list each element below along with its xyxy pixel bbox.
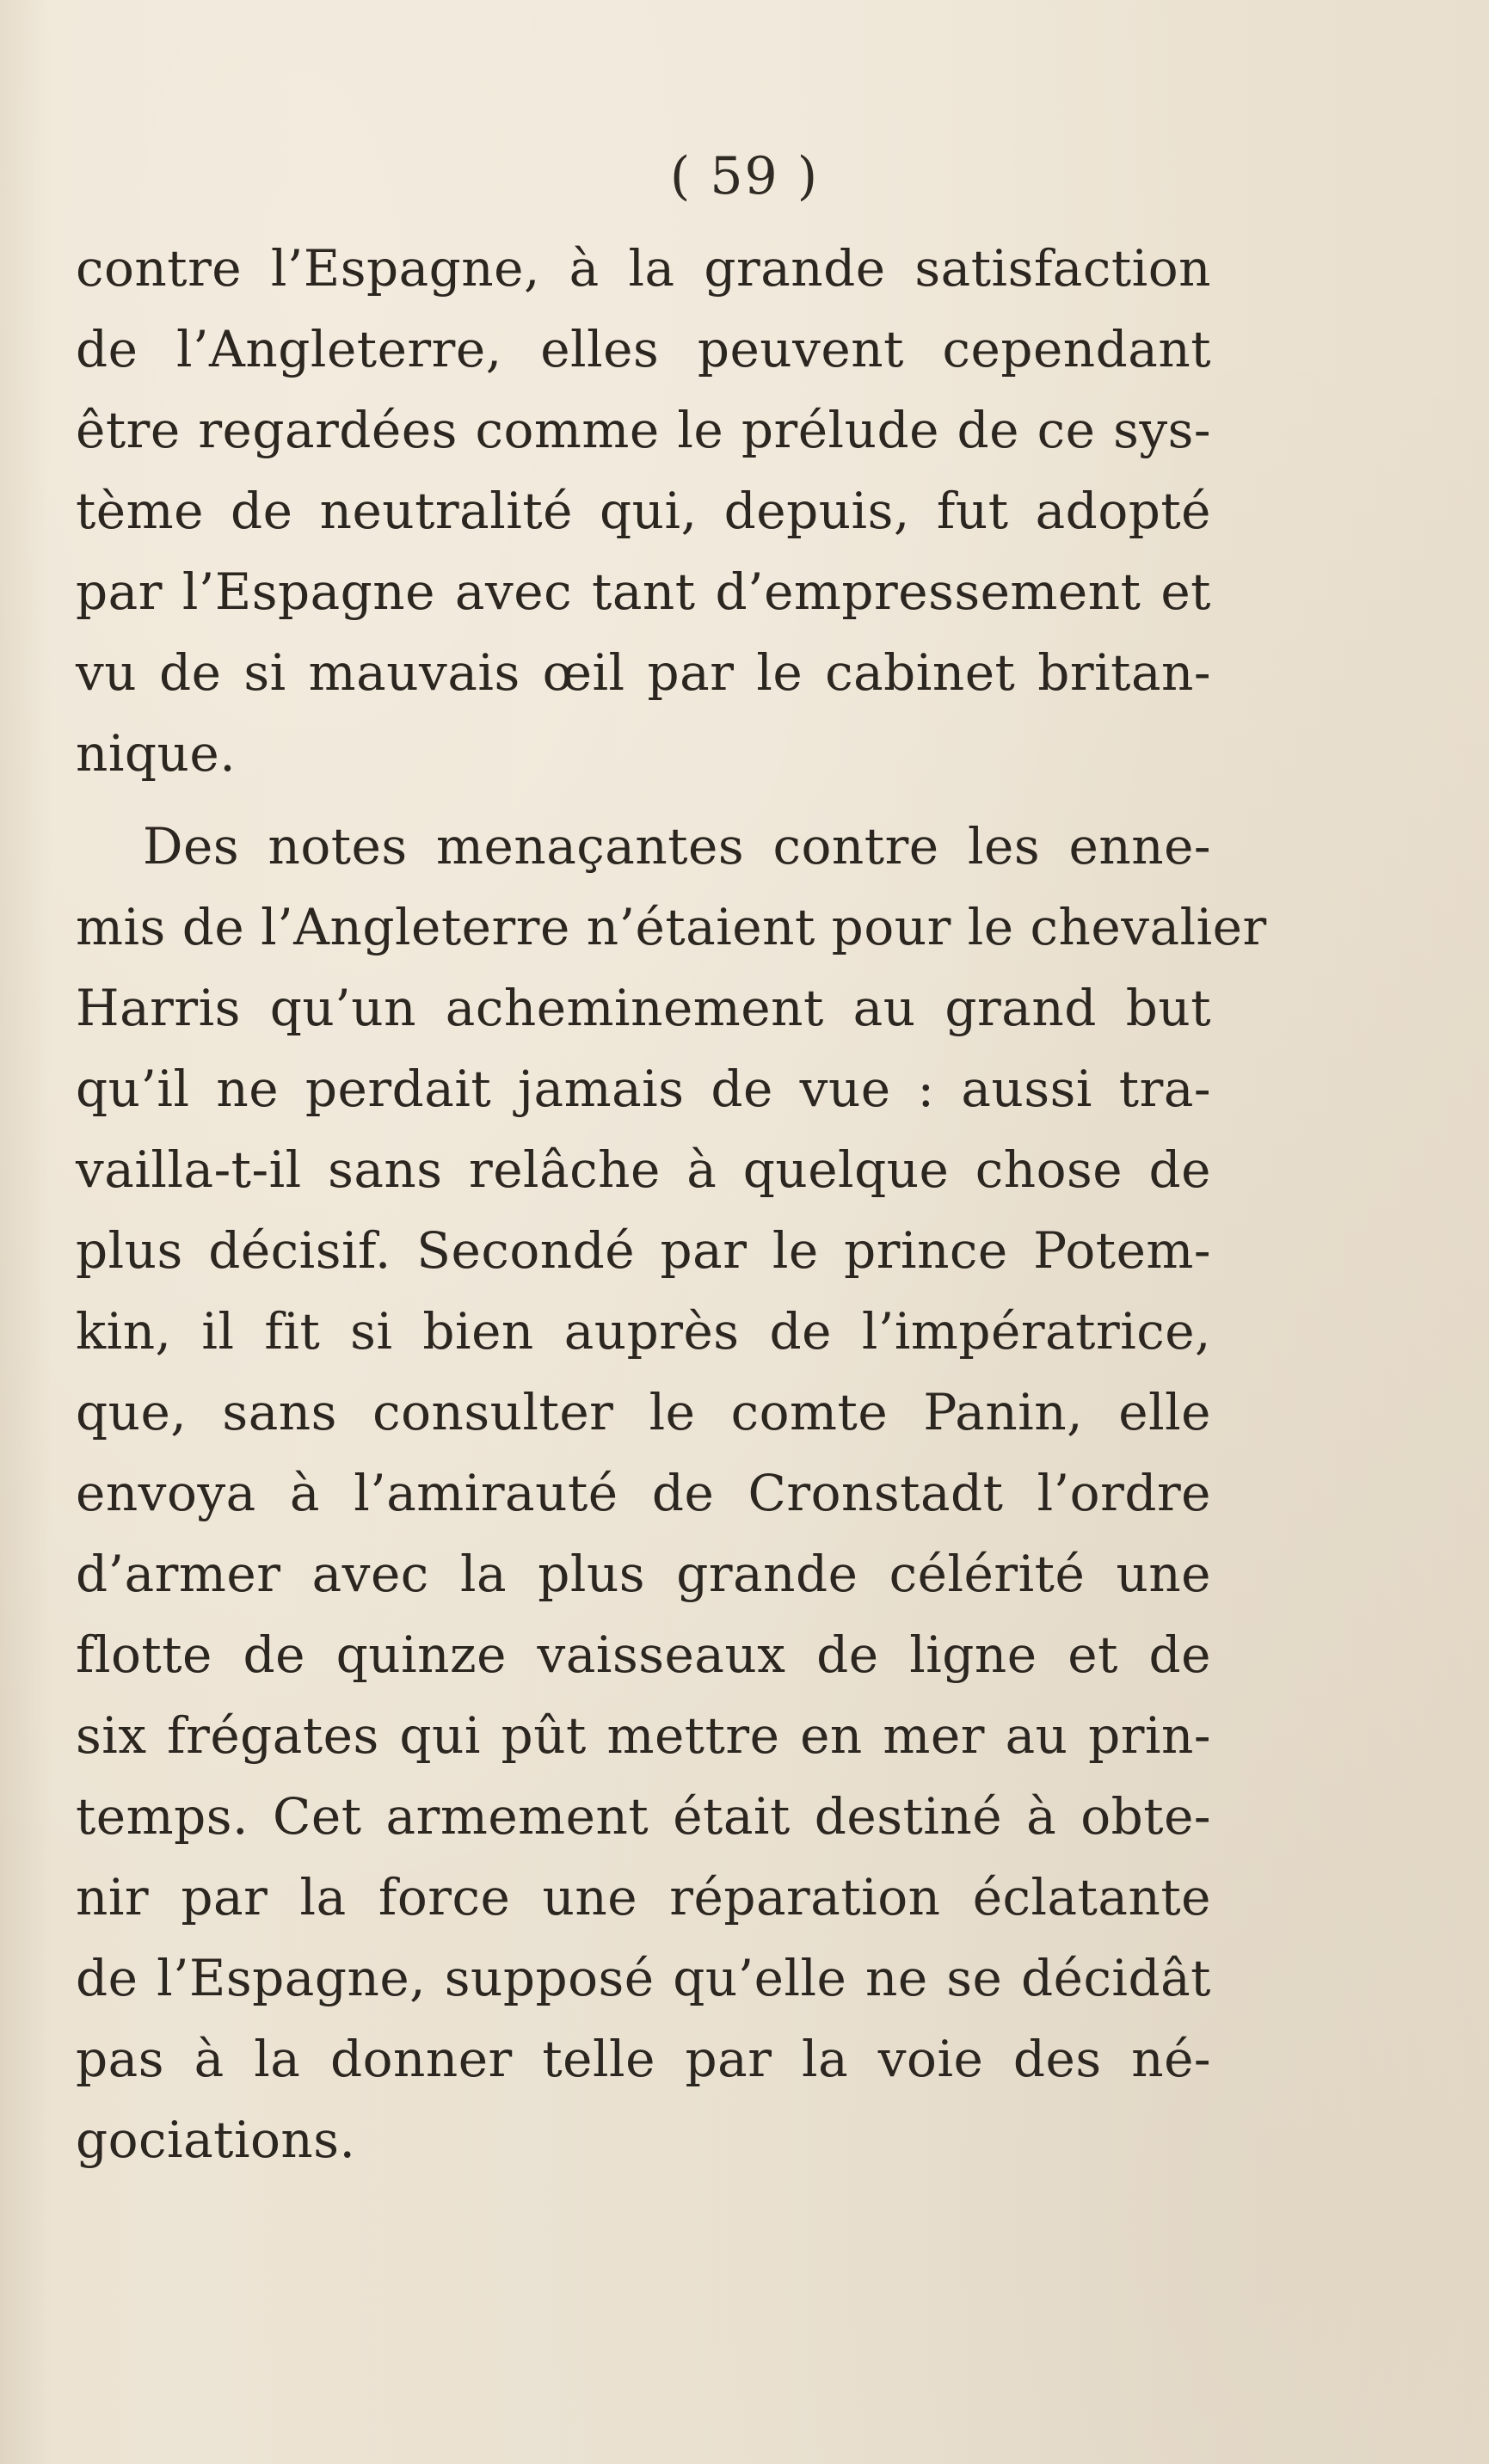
text-line: gociations. bbox=[76, 2111, 356, 2169]
text-line: flotte de quinze vaisseaux de ligne et de bbox=[76, 1625, 1211, 1684]
text-line: Des notes menaçantes contre les enne- bbox=[143, 817, 1211, 876]
text-line: kin, il fit si bien auprès de l’impératrice, bbox=[76, 1302, 1211, 1361]
text-line: contre l’Espagne, à la grande satisfaction bbox=[76, 239, 1211, 298]
page-number: ( 59 ) bbox=[669, 146, 820, 206]
text-line: que, sans consulter le comte Panin, elle bbox=[76, 1383, 1211, 1441]
text-line: vu de si mauvais œil par le cabinet britan- bbox=[76, 643, 1211, 702]
body-text bbox=[76, 228, 1267, 2180]
paragraph bbox=[76, 806, 1267, 2180]
paragraph-spacer bbox=[76, 794, 1211, 806]
text-line: d’armer avec la plus grande célérité une bbox=[76, 1545, 1211, 1603]
text-line: nique. bbox=[76, 724, 237, 783]
text-line: de l’Espagne, supposé qu’elle ne se décidât bbox=[76, 1949, 1211, 2007]
text-line: par l’Espagne avec tant d’empressement et bbox=[76, 562, 1211, 621]
text-line: de l’Angleterre, elles peuvent cependant bbox=[76, 320, 1211, 378]
text-line: être regardées comme le prélude de ce sys- bbox=[76, 401, 1211, 459]
text-line: plus décisif. Secondé par le prince Potem- bbox=[76, 1221, 1211, 1280]
text-line: vailla-t-il sans relâche à quelque chose de bbox=[76, 1140, 1211, 1199]
text-line: qu’il ne perdait jamais de vue : aussi tra- bbox=[76, 1060, 1211, 1118]
text-line: envoya à l’amirauté de Cronstadt l’ordre bbox=[76, 1464, 1211, 1522]
text-line: temps. Cet armement était destiné à obte- bbox=[76, 1787, 1211, 1846]
text-line: six frégates qui pût mettre en mer au prin- bbox=[76, 1706, 1211, 1765]
text-line: nir par la force une réparation éclatante bbox=[76, 1868, 1211, 1926]
text-line: pas à la donner telle par la voie des né- bbox=[76, 2030, 1211, 2088]
paragraph bbox=[76, 228, 1211, 794]
text-line: mis de l’Angleterre n’étaient pour le chevalier bbox=[76, 898, 1267, 956]
text-line: tème de neutralité qui, depuis, fut adopté bbox=[76, 482, 1211, 540]
text-line: Harris qu’un acheminement au grand but bbox=[76, 979, 1211, 1037]
